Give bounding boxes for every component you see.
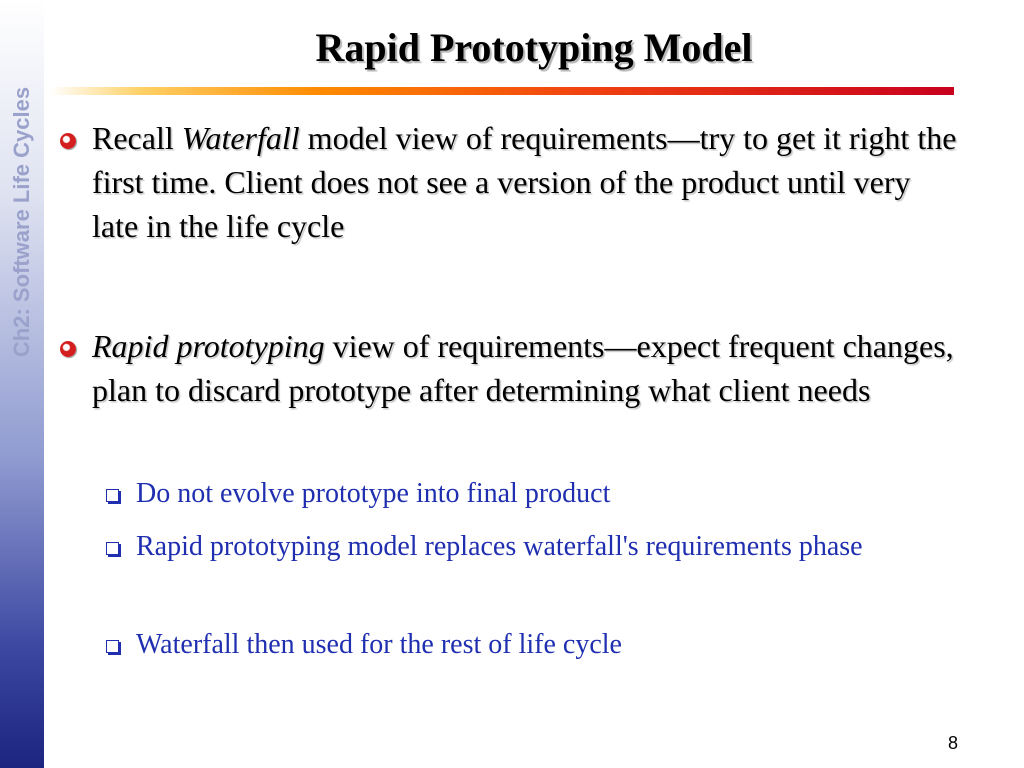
sub-bullet-text: Rapid prototyping model replaces waterfall's requirements phase bbox=[136, 531, 863, 562]
sub-bullet-item bbox=[106, 527, 866, 611]
sub-bullet-text: Do not evolve prototype into final product bbox=[136, 478, 611, 509]
bullet-text bbox=[92, 324, 960, 412]
bullet-rest: model view of requirements—try to get it right the first time. Client does not see a version of the product until very late in the life cycle bbox=[92, 120, 957, 244]
bullet-rest: view of requirements—expect frequent changes, plan to discard prototype after determining what client needs bbox=[92, 328, 954, 408]
bullet-item bbox=[60, 116, 960, 256]
red-round-bullet-icon bbox=[60, 341, 76, 357]
sidebar-band bbox=[0, 0, 44, 768]
blue-square-bullet-icon bbox=[106, 542, 119, 555]
bullet-item bbox=[60, 324, 960, 464]
sub-bullet-text: Waterfall then used for the rest of life cycle bbox=[136, 629, 622, 660]
bullet-lead: Recall bbox=[92, 120, 182, 156]
sub-bullet-item bbox=[106, 474, 866, 514]
red-round-bullet-icon bbox=[60, 133, 76, 149]
bullet-text bbox=[92, 116, 960, 248]
page-number: 8 bbox=[947, 733, 958, 753]
sub-bullet-item bbox=[106, 625, 866, 665]
slide-title: Rapid Prototyping Model bbox=[315, 25, 753, 70]
title-underline bbox=[50, 87, 954, 95]
bullet-emphasis: Waterfall bbox=[181, 120, 300, 156]
sidebar-label: Ch2: Software Life Cycles bbox=[9, 86, 34, 358]
bullet-emphasis: Rapid prototyping bbox=[92, 328, 325, 364]
blue-square-bullet-icon bbox=[106, 489, 119, 502]
blue-square-bullet-icon bbox=[106, 640, 119, 653]
